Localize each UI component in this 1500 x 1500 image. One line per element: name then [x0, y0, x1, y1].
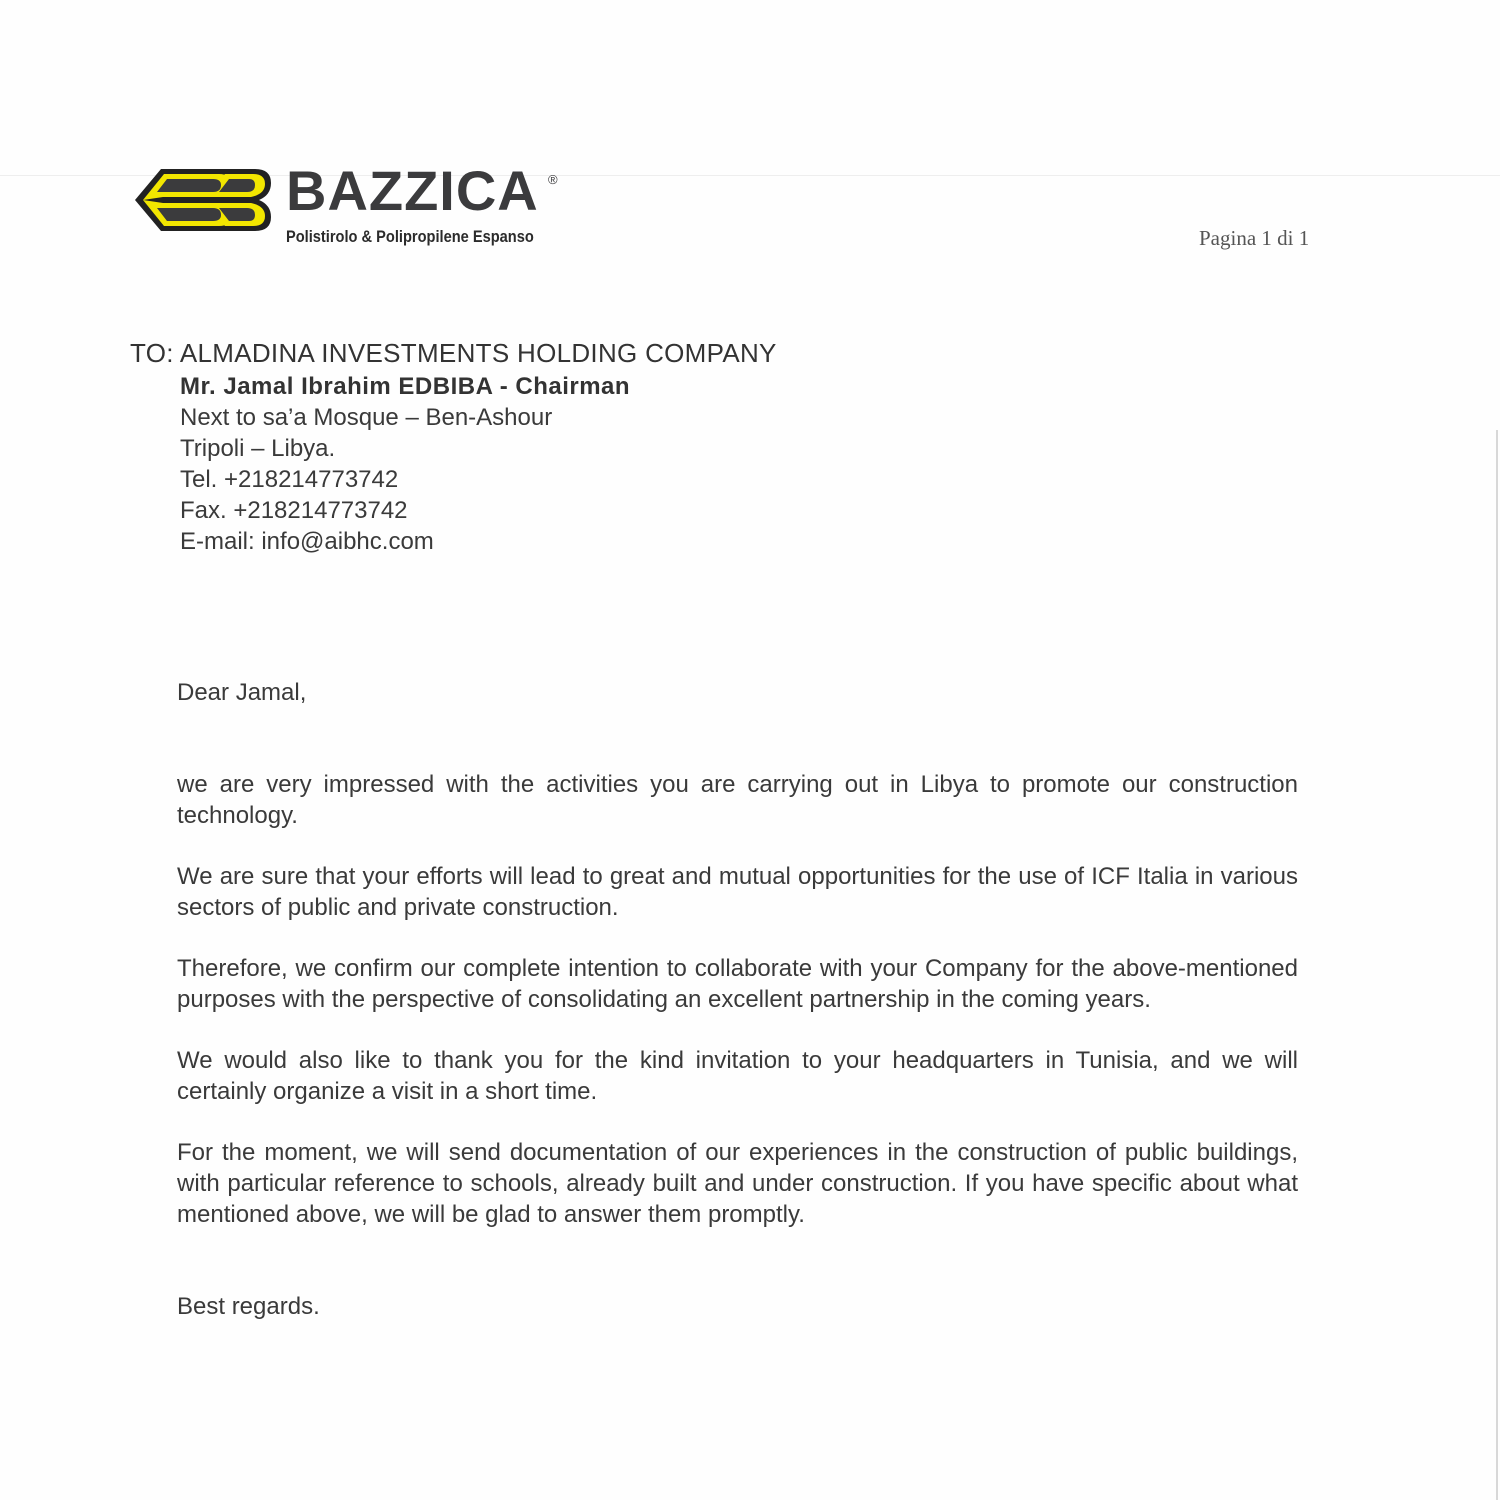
company-logo — [133, 160, 573, 250]
recipient-name: Mr. Jamal Ibrahim EDBIBA - Chairman — [180, 373, 631, 400]
address-line-2: Tripoli – Libya. — [180, 435, 336, 462]
greeting: Dear Jamal, — [177, 679, 307, 706]
brand-tagline: Polistirolo & Polipropilene Espanso — [286, 227, 534, 246]
recipient-company: TO: ALMADINA INVESTMENTS HOLDING COMPANY — [130, 338, 777, 368]
paragraph: We are sure that your efforts will lead to great and mutual opportunities for the use of ICF Italia in various sectors of public and private construction. — [177, 863, 1298, 921]
fax: Fax. +218214773742 — [180, 497, 408, 524]
telephone: Tel. +218214773742 — [180, 466, 399, 493]
paragraph: Therefore, we confirm our complete intention to collaborate with your Company for the above-mentioned purposes with the perspective of consolidating an excellent partnership in the coming years. — [177, 955, 1298, 1013]
recipient-address-block — [180, 371, 630, 557]
email: E-mail: info@aibhc.com — [180, 528, 434, 555]
paragraph: we are very impressed with the activities you are carrying out in Libya to promote our construction technology. — [177, 771, 1298, 829]
paragraph: We would also like to thank you for the kind invitation to your headquarters in Tunisia, and we will certainly organize a visit in a short time. — [177, 1047, 1298, 1105]
brand-name: BAZZICA — [286, 159, 539, 222]
address-line-1: Next to sa’a Mosque – Ben-Ashour — [180, 404, 553, 431]
registered-mark: ® — [548, 172, 558, 187]
paragraph: For the moment, we will send documentation of our experiences in the construction of public buildings, with particular reference to schools, already built and under construction. If you have specific about what mentioned above, we will be glad to answer them promptly. — [177, 1139, 1298, 1228]
closing: Best regards. — [177, 1293, 320, 1320]
page-indicator: Pagina 1 di 1 — [1199, 226, 1310, 250]
scan-edge — [1496, 430, 1498, 1500]
letter-body — [177, 677, 1298, 1352]
bazzica-emblem-icon — [133, 165, 273, 235]
